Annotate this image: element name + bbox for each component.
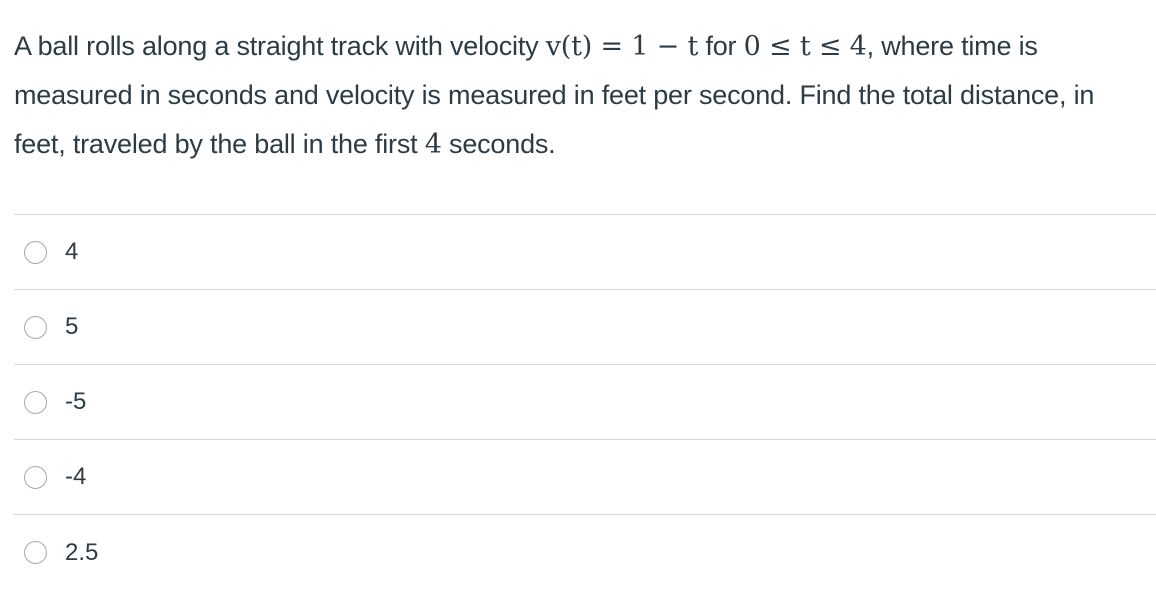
question-text (14, 22, 1149, 169)
radio-button[interactable] (24, 391, 47, 414)
question-text-part: seconds. (441, 129, 556, 159)
radio-button[interactable] (24, 466, 47, 489)
seconds-count: 4 (424, 129, 442, 160)
question-text-part: for (698, 31, 744, 61)
time-interval: 0 ≤ t ≤ 4 (743, 31, 867, 62)
answer-option[interactable] (14, 290, 1156, 365)
answer-option[interactable] (14, 515, 1156, 590)
velocity-equation: v(t) = 1 − t (545, 31, 699, 62)
question-text-part: , where time is measured in seconds and velocity is measured in feet per second. Find the total distance, in feet, traveled by the ball in the first (14, 31, 1095, 159)
answer-label: -5 (65, 388, 87, 415)
answer-label: -4 (65, 463, 87, 490)
answer-option[interactable] (14, 440, 1156, 515)
answer-label: 2.5 (65, 538, 99, 566)
answer-list (14, 214, 1156, 590)
answer-option[interactable] (14, 215, 1156, 290)
answer-option[interactable] (14, 365, 1156, 440)
question-text-part: A ball rolls along a straight track with velocity (14, 31, 546, 61)
radio-button[interactable] (24, 316, 47, 339)
answer-label: 4 (65, 238, 79, 265)
radio-button[interactable] (24, 241, 47, 264)
answer-label: 5 (65, 313, 79, 340)
radio-button[interactable] (24, 541, 47, 564)
